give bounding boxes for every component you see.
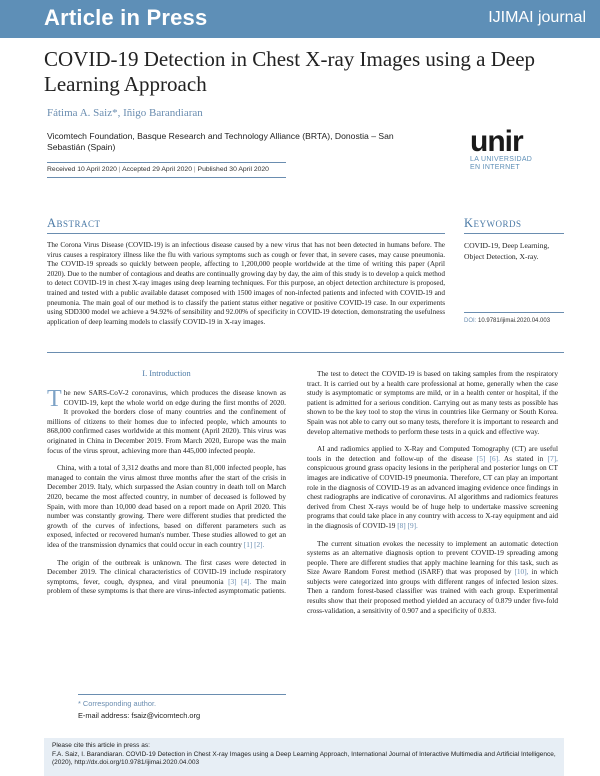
intro-paragraph-5: AI and radiomics applied to X-Ray and Computed Tomography (CT) are useful tools in the detection and follow-up of the disease [5] [6]. As stated in [7], conspicuous ground grass opacity lesions in the peripheral and posterior lungs on CT images are indicative of COVID-19 pneumonia. Therefore, CT can play an important role in the diagnosis of COVID-19 as an advanced imaging evidence once findings in chest radiographs are indicative of coronavirus. AI algorithms and radiomics features derived from Chest X-rays would be of huge help to undertake massive screening programs that could take place in any country with access to X-ray equipment and aid in the diagnosis of COVID-19 [8] [9]. [307, 444, 559, 530]
unir-logo-line1: LA UNIVERSIDAD [470, 156, 533, 163]
keywords-rule [464, 233, 564, 234]
paper-title: COVID-19 Detection in Chest X-ray Images using a Deep Learning Approach [44, 47, 536, 96]
intro-paragraph-6: The current situation evokes the necessity to implement an automatic detection systems as an alternative diagnosis option to prevent COVID-19 spreading among people. There are different studies that apply machine learning for this task, such as Size Aware Random Forest method (iSARF) that was proposed by [10], in which subjects were categorized into groups with different ranges of infected lesion sizes. Then a random forest-based classifier was trained with each group. Experimental results show that their proposed method yielded an accuracy of 0.879 under five-fold cross-validation, a sensitivity of 0.907 and a specificity of 0.833. [307, 538, 559, 615]
ref-link[interactable]: [10], [514, 567, 529, 577]
intro-paragraph-1: The new SARS-CoV-2 coronavirus, which produces the disease known as COVID-19, kept the whole world on edge during the first months of 2020. It provoked the borders close of many countries and the confinement of millions of citizens to their homes due to infected people, which amounts to 868,000 confirmed cases worldwide at this moment (April 2020). This virus was originated in China in December 2019. From March 2020, Europe was the main focus of the virus sprout, achieving more than 445,000 infected people. [47, 386, 286, 455]
left-column [47, 388, 286, 604]
intro-paragraph-3: The origin of the outbreak is unknown. The first cases were detected in December 2019. The clinical characteristics of COVID-19 include respiratory symptoms, fever, cough, dyspnea, and viral pneumonia [3] [4]. The main problem of these symptoms is that there are virus-infected asymptomatic patients. [47, 557, 287, 596]
citation-text: F.A. Saiz, I. Barandiaran. COVID-19 Detection in Chest X-ray Images using a Deep Learning Approach, International Journal of Interactive Multimedia and Artificial Intelligence, (2020), http://dx.doi.org/10.9781/ijimai.2020.04.003 [52, 750, 556, 766]
citation-box [44, 738, 564, 776]
footnote-rule [78, 694, 286, 695]
doi-label: DOI: [464, 318, 477, 324]
intro-paragraph-2: China, with a total of 3,312 deaths and more than 81,000 infected people, has managed to contain the virus almost three months after the start of the crisis in December 2019. Italy, which surpassed the Asian country in death toll on March 2020, became the most affected country, in number of deceased is followed by Spain, with more than 10,000 dead based on a report made on April 2020. This number was constantly growing. There were different studies that predicted the growth of the curves of infections, based on different parameters such as exposed, infected or recovered human's number. These studies allowed to get an idea of the transmission dynamics that could occur in each country [1] [2]. [47, 463, 286, 549]
dates-top-rule [47, 162, 286, 163]
accepted-date: Accepted 29 April 2020 [122, 166, 192, 173]
ref-link[interactable]: [7], [547, 453, 559, 463]
intro-paragraph-4: The test to detect the COVID-19 is based on taking samples from the respiratory tract. It is carried out by a health care professional at home, generally when the case study is asymptomatic or symptoms are mild, or in a health center or hospital, if the patient is admitted for a serious condition. Carrying out as many tests as possible has shown to be the key tool to stop the virus in countries like Germany or South Korea. Spain was not able to carry out so many tests, therefore it is important to research and develop alternative methods to perform these tests in a quick and effective way. [307, 369, 558, 436]
corresponding-label: * Corresponding author. [78, 699, 157, 708]
received-date: Received 10 April 2020 [47, 166, 117, 173]
doi-rule [464, 312, 564, 313]
abstract-bottom-rule [47, 352, 564, 353]
unir-logo [470, 125, 570, 172]
abstract-heading: Abstract [47, 216, 101, 230]
article-in-press-label: Article in Press [44, 5, 208, 30]
keywords-text: COVID-19, Deep Learning, Object Detection, X-ray. [464, 241, 550, 261]
citation-intro: Please cite this article in press as: [52, 742, 150, 749]
introduction-heading: I. Introduction [142, 369, 191, 378]
drop-cap: T [47, 386, 62, 412]
ref-link[interactable]: [3] [4]. [228, 576, 252, 586]
right-column [307, 369, 558, 623]
dates-bottom-rule [47, 177, 286, 178]
keywords-heading: Keywords [464, 216, 522, 230]
paper-affiliation: Vicomtech Foundation, Basque Research and Technology Alliance (BRTA), Donostia – San Sebastián (Spain) [47, 131, 394, 152]
doi [464, 318, 550, 324]
published-date: Published 30 April 2020 [197, 166, 269, 173]
paper-dates: Received 10 April 2020 | Accepted 29 April 2020 | Published 30 April 2020 [47, 166, 269, 173]
abstract-rule [47, 233, 445, 234]
ref-link[interactable]: [5] [6]. [476, 453, 500, 463]
unir-logo-word: unir [470, 125, 523, 158]
paper-authors: Fátima A. Saiz*, Iñigo Barandiaran [47, 107, 203, 119]
unir-logo-line2: EN INTERNET [470, 164, 520, 171]
ref-link[interactable]: [8] [9]. [397, 520, 418, 530]
top-banner [0, 0, 600, 38]
corresponding-author [78, 698, 200, 722]
doi-link[interactable]: 10.9781/ijimai.2020.04.003 [478, 318, 551, 324]
journal-name: IJIMAI journal [488, 9, 586, 26]
ref-link[interactable]: [1] [2]. [243, 539, 265, 549]
corresponding-email: E-mail address: fsaiz@vicomtech.org [78, 711, 201, 720]
abstract-text: The Corona Virus Disease (COVID-19) is an infectious disease caused by a new virus that has not been detected in humans before. The virus causes a respiratory illness like the flu with various symptoms such as cough or fever that, in severe cases, may cause pneumonia. The COVID-19 spreads so quickly between people, affecting to 1,200,000 people worldwide at the time of writing this paper (April 2020). Due to the number of contagious and deaths are continually growing day by day, the aim of this study is to develop a quick method to detect COVID-19 in chest X-ray images using deep learning techniques. For this purpose, an object detection architecture is proposed, trained and tested with a public available dataset composed with 1500 images of non-infected patients and infected with COVID-19 and pneumonia. The main goal of our method is to classify the patient status either negative or positive COVID-19 case. In our experiments using SDD300 model we achieve a 94.92% of sensibility and 92.00% of specificity in COVID-19 detection, demonstrating the usefulness application of deep learning models to classify COVID-19 in X-ray images. [47, 241, 445, 326]
